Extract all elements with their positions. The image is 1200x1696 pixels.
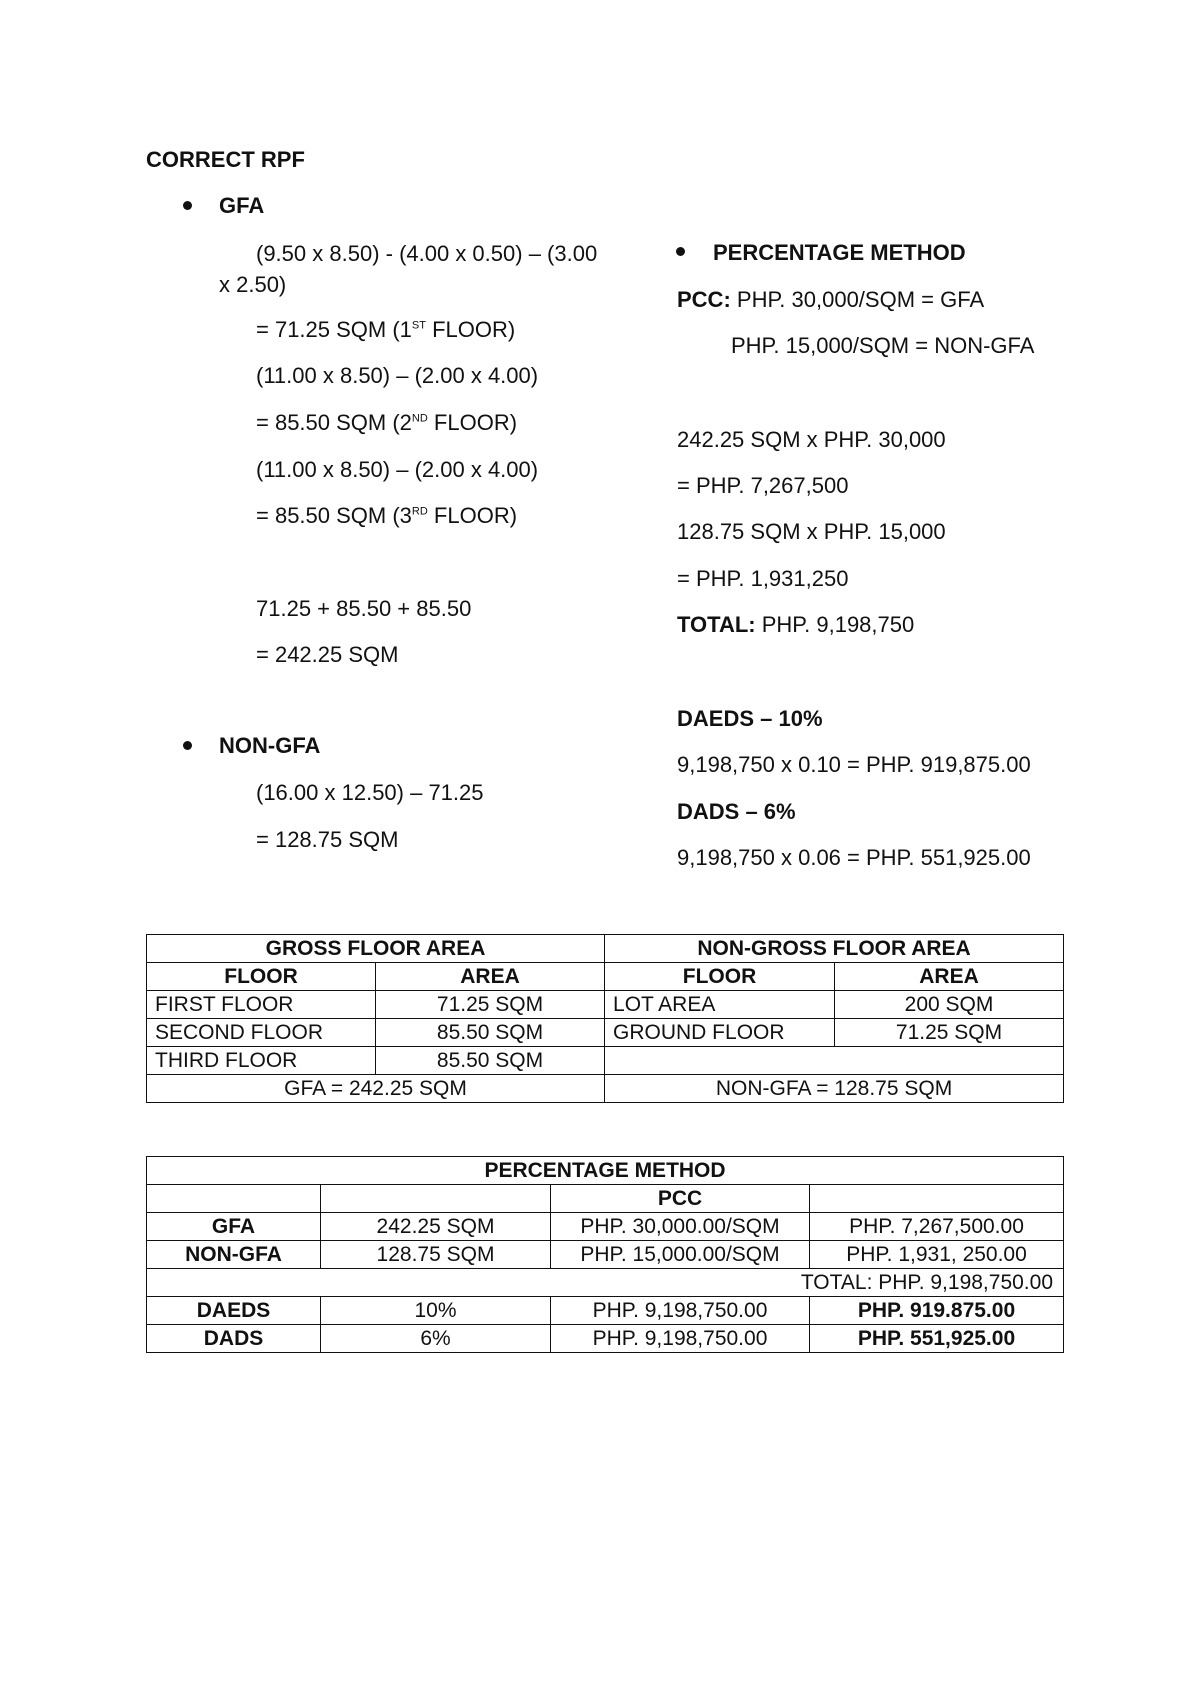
- gfa-formula-1b: x 2.50): [219, 272, 287, 297]
- percentage-table-header: PERCENTAGE METHOD: [147, 1157, 1064, 1185]
- nongfa-table-header: NON-GROSS FLOOR AREA: [605, 935, 1064, 963]
- table-row: [147, 1325, 1064, 1353]
- ordinal-suffix: ST: [411, 319, 426, 332]
- gfa-result-2: [256, 409, 517, 437]
- dads-heading: DADS – 6%: [677, 799, 796, 824]
- table-cell-empty: [810, 1185, 1064, 1213]
- table-cell: DAEDS: [147, 1297, 321, 1325]
- calc-gfa-result: = PHP. 7,267,500: [677, 473, 849, 498]
- table-cell: THIRD FLOOR: [147, 1047, 376, 1075]
- table-row: [147, 963, 1064, 991]
- nongfa-result: = 128.75 SQM: [256, 827, 399, 852]
- nongfa-formula: (16.00 x 12.50) – 71.25: [256, 780, 484, 805]
- table-cell: PHP. 9,198,750.00: [551, 1325, 810, 1353]
- ordinal-suffix: RD: [411, 505, 428, 518]
- gfa-result-2-floor: FLOOR): [427, 410, 518, 435]
- table-cell: 128.75 SQM: [321, 1241, 551, 1269]
- nongfa-total-cell: NON-GFA = 128.75 SQM: [605, 1075, 1064, 1103]
- floor-area-table: [146, 934, 1064, 1103]
- table-cell: PHP. 30,000.00/SQM: [551, 1213, 810, 1241]
- table-cell: 71.25 SQM: [835, 1019, 1064, 1047]
- ordinal-suffix: ND: [411, 412, 428, 425]
- table-row: [147, 1157, 1064, 1185]
- table-cell: PHP. 9,198,750.00: [551, 1297, 810, 1325]
- total-cell: TOTAL: PHP. 9,198,750.00: [147, 1269, 1064, 1297]
- table-cell-empty: [605, 1047, 1064, 1075]
- table-cell: 200 SQM: [835, 991, 1064, 1019]
- table-cell: PHP. 1,931, 250.00: [810, 1241, 1064, 1269]
- table-row: [147, 1019, 1064, 1047]
- pcc-gfa-line: [677, 286, 984, 314]
- table-row: [147, 1047, 1064, 1075]
- document-title: CORRECT RPF: [146, 147, 305, 172]
- total-label: TOTAL:: [677, 612, 756, 637]
- gfa-formula-3: (11.00 x 8.50) – (2.00 x 4.00): [256, 457, 539, 482]
- table-cell: FIRST FLOOR: [147, 991, 376, 1019]
- table-cell: DADS: [147, 1325, 321, 1353]
- nongfa-heading: NON-GFA: [219, 733, 321, 758]
- gfa-result-1-text: = 71.25 SQM (1: [256, 317, 412, 342]
- calc-gfa: 242.25 SQM x PHP. 30,000: [677, 427, 946, 452]
- table-row: [147, 935, 1064, 963]
- calc-nongfa: 128.75 SQM x PHP. 15,000: [677, 519, 946, 544]
- calc-nongfa-result: = PHP. 1,931,250: [677, 566, 849, 591]
- table-row: [147, 1075, 1064, 1103]
- percentage-heading: PERCENTAGE METHOD: [713, 240, 966, 265]
- table-cell: PHP. 919.875.00: [810, 1297, 1064, 1325]
- gfa-result-3-text: = 85.50 SQM (3: [256, 503, 412, 528]
- area-column-header: AREA: [376, 963, 605, 991]
- table-row: [147, 1213, 1064, 1241]
- floor-column-header: FLOOR: [147, 963, 376, 991]
- table-cell: GFA: [147, 1213, 321, 1241]
- table-row: [147, 1269, 1064, 1297]
- pcc-nongfa-line: PHP. 15,000/SQM = NON-GFA: [731, 333, 1035, 358]
- gfa-heading: GFA: [219, 193, 265, 218]
- table-row: [147, 1241, 1064, 1269]
- pcc-label: PCC:: [677, 287, 731, 312]
- gfa-result-1: [256, 316, 515, 344]
- gfa-sum-result: = 242.25 SQM: [256, 642, 399, 667]
- table-row: [147, 1297, 1064, 1325]
- floor-column-header: FLOOR: [605, 963, 835, 991]
- gfa-result-2-text: = 85.50 SQM (2: [256, 410, 412, 435]
- bullet-icon: [183, 201, 192, 210]
- table-cell: 85.50 SQM: [376, 1047, 605, 1075]
- table-cell: SECOND FLOOR: [147, 1019, 376, 1047]
- table-cell: GROUND FLOOR: [605, 1019, 835, 1047]
- daeds-calc: 9,198,750 x 0.10 = PHP. 919,875.00: [677, 752, 1031, 777]
- gfa-result-3: [256, 502, 517, 530]
- pcc-column-header: PCC: [551, 1185, 810, 1213]
- gfa-total-cell: GFA = 242.25 SQM: [147, 1075, 605, 1103]
- table-cell: 6%: [321, 1325, 551, 1353]
- table-cell: LOT AREA: [605, 991, 835, 1019]
- table-cell: 242.25 SQM: [321, 1213, 551, 1241]
- gfa-formula-1a: (9.50 x 8.50) - (4.00 x 0.50) – (3.00: [256, 241, 598, 266]
- gfa-formula-2: (11.00 x 8.50) – (2.00 x 4.00): [256, 363, 539, 388]
- bullet-icon: [676, 247, 685, 256]
- gfa-result-3-floor: FLOOR): [427, 503, 518, 528]
- pcc-gfa-rate: PHP. 30,000/SQM = GFA: [730, 287, 985, 312]
- table-cell: 71.25 SQM: [376, 991, 605, 1019]
- table-cell: 10%: [321, 1297, 551, 1325]
- percentage-method-table: [146, 1156, 1064, 1353]
- table-cell: NON-GFA: [147, 1241, 321, 1269]
- gfa-result-1-floor: FLOOR): [425, 317, 516, 342]
- gfa-table-header: GROSS FLOOR AREA: [147, 935, 605, 963]
- total-value: PHP. 9,198,750: [755, 612, 915, 637]
- table-cell: 85.50 SQM: [376, 1019, 605, 1047]
- gfa-sum: 71.25 + 85.50 + 85.50: [256, 596, 472, 621]
- daeds-heading: DAEDS – 10%: [677, 706, 823, 731]
- total-line: [677, 611, 914, 639]
- table-cell: PHP. 551,925.00: [810, 1325, 1064, 1353]
- table-cell-empty: [147, 1185, 321, 1213]
- table-row: [147, 991, 1064, 1019]
- area-column-header: AREA: [835, 963, 1064, 991]
- dads-calc: 9,198,750 x 0.06 = PHP. 551,925.00: [677, 845, 1031, 870]
- table-cell-empty: [321, 1185, 551, 1213]
- table-cell: PHP. 15,000.00/SQM: [551, 1241, 810, 1269]
- bullet-icon: [183, 741, 192, 750]
- table-cell: PHP. 7,267,500.00: [810, 1213, 1064, 1241]
- table-row: [147, 1185, 1064, 1213]
